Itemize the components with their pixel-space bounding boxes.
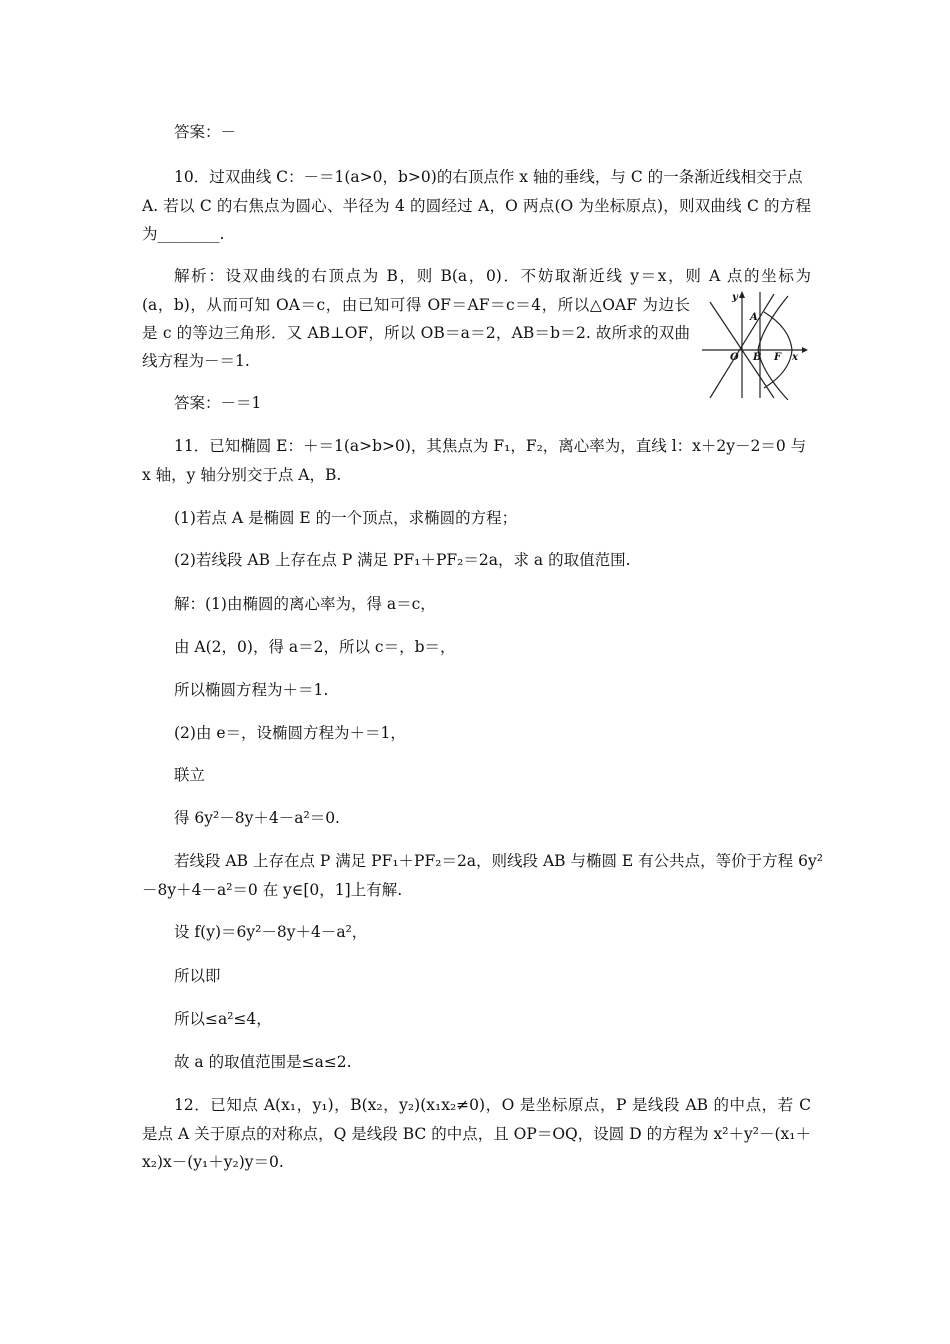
problem-11-line-1: 11．已知椭圆 E：＋＝1(a>b>0)，其焦点为 F₁，F₂，离心率为，直线 l：x＋2y－2＝0 与 xyxy=(174,437,807,455)
problem-11-part-2: (2)若线段 AB 上存在点 P 满足 PF₁＋PF₂＝2a，求 a 的取值范围. xyxy=(174,551,631,569)
solution-10-line-1: 解析：设双曲线的右顶点为 B，则 B(a，0)．不妨取渐近线 y＝x，则 A 点的坐标为 xyxy=(174,267,811,285)
solution-10-line-2: (a，b)，从而可知 OA＝c，由已知可得 OF＝AF＝c＝4，所以△OAF 为边长 xyxy=(142,296,690,314)
solution-11-line-11: 所以≤a²≤4， xyxy=(174,1010,272,1028)
solution-11-line-1: 解：(1)由椭圆的离心率为，得 a＝c， xyxy=(174,595,436,613)
label-F: F xyxy=(774,352,782,363)
label-x: x xyxy=(792,352,798,363)
label-A: A xyxy=(750,312,758,323)
solution-11-line-7: 若线段 AB 上存在点 P 满足 PF₁＋PF₂＝2a，则线段 AB 与椭圆 E 有公共点，等价于方程 6y² xyxy=(174,852,823,870)
answer-9: 答案：－ xyxy=(174,123,237,141)
label-B: B xyxy=(753,352,762,363)
answer-10: 答案：－＝1 xyxy=(174,394,262,412)
problem-12-line-2: 是点 A 关于原点的对称点，Q 是线段 BC 的中点，且 OP＝OQ，设圆 D 的方程为 x²＋y²－(x₁＋ xyxy=(142,1125,811,1143)
solution-11-line-8: －8y＋4－a²＝0 在 y∈[0，1]上有解. xyxy=(142,881,403,899)
y-axis-arrow xyxy=(739,291,745,298)
hyperbola-figure xyxy=(702,288,810,400)
problem-10-line-1: 10．过双曲线 C：－＝1(a>0，b>0)的右顶点作 x 轴的垂线，与 C 的一条渐近线相交于点 xyxy=(174,168,803,186)
solution-11-line-5: 联立 xyxy=(174,766,206,784)
solution-11-line-12: 故 a 的取值范围是≤a≤2. xyxy=(174,1053,352,1071)
solution-11-line-2: 由 A(2，0)，得 a＝2，所以 c＝，b＝， xyxy=(174,638,456,656)
solution-11-line-10: 所以即 xyxy=(174,967,221,985)
solution-11-line-3: 所以椭圆方程为＋＝1. xyxy=(174,681,329,699)
solution-11-line-6: 得 6y²－8y＋4－a²＝0. xyxy=(174,809,340,827)
problem-11-part-1: (1)若点 A 是椭圆 E 的一个顶点，求椭圆的方程； xyxy=(174,509,518,527)
problem-12-line-3: x₂)x－(y₁＋y₂)y＝0. xyxy=(142,1153,284,1171)
label-y: y xyxy=(732,292,738,303)
solution-11-line-4: (2)由 e＝，设椭圆方程为＋＝1， xyxy=(174,724,406,742)
solution-10-line-3: 是 c 的等边三角形．又 AB⊥OF，所以 OB＝a＝2，AB＝b＝2. 故所求的双曲 xyxy=(142,324,690,342)
problem-10-line-2: A. 若以 C 的右焦点为圆心、半径为 4 的圆经过 A，O 两点(O 为坐标原点)，则双曲线 C 的方程 xyxy=(142,197,811,215)
problem-10-line-3: 为________. xyxy=(142,225,225,243)
label-O: O xyxy=(730,352,739,363)
solution-11-line-9: 设 f(y)＝6y²－8y＋4－a²， xyxy=(174,923,368,941)
solution-10-line-4: 线方程为－＝1. xyxy=(142,352,250,370)
x-axis-arrow xyxy=(802,347,808,353)
problem-12-line-1: 12．已知点 A(x₁，y₁)，B(x₂，y₂)(x₁x₂≠0)，O 是坐标原点，P 是线段 AB 的中点，若 C xyxy=(174,1096,811,1114)
problem-11-line-2: x 轴，y 轴分别交于点 A，B. xyxy=(142,466,342,484)
